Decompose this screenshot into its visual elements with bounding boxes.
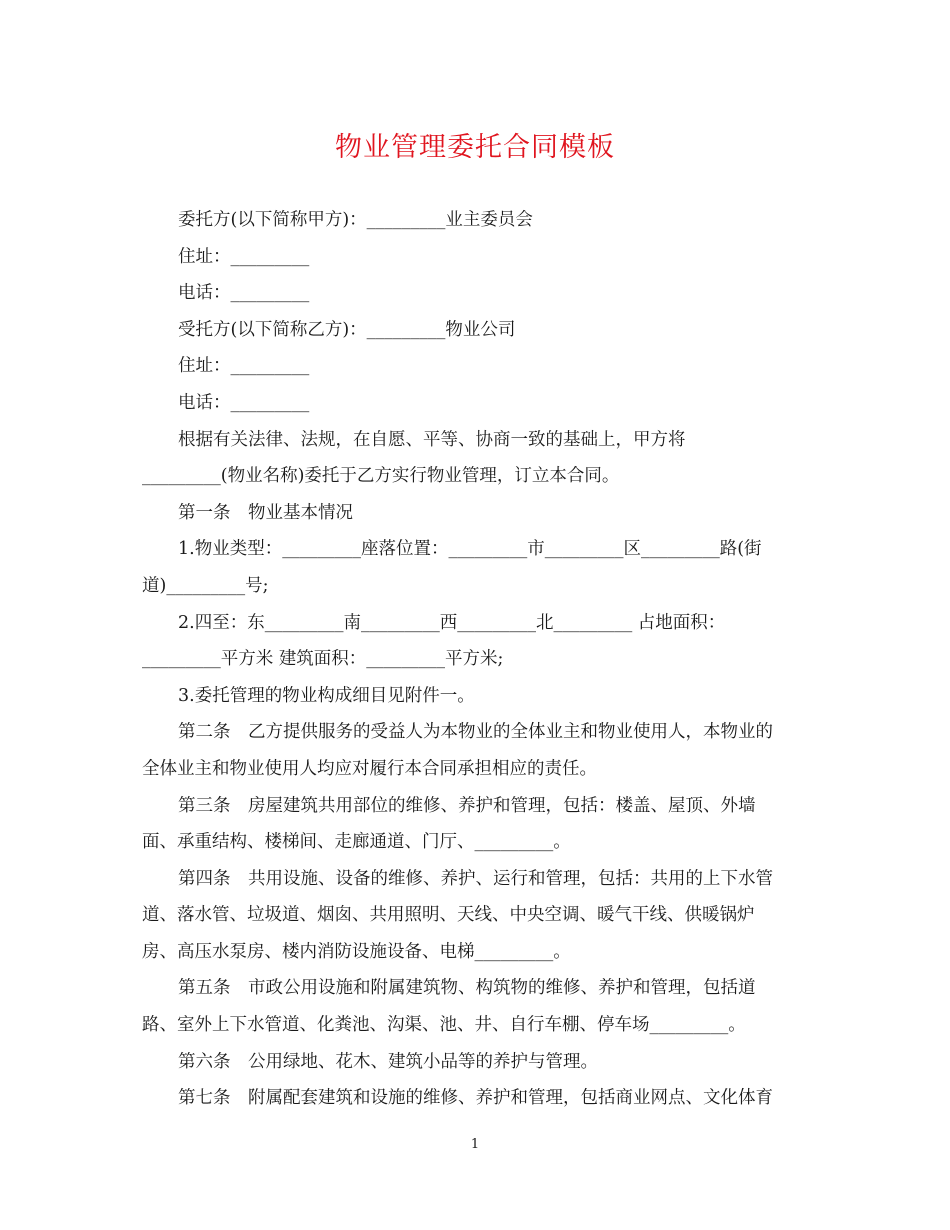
- paragraph-line: 第七条 附属配套建筑和设施的维修、养护和管理，包括商业网点、文化体育: [178, 1088, 773, 1109]
- paragraph-line: 住址：_________: [178, 356, 310, 377]
- paragraph-line: 根据有关法律、法规，在自愿、平等、协商一致的基础上，甲方将: [178, 429, 686, 450]
- paragraph-line: _________(物业名称)委托于乙方实行物业管理，订立本合同。: [142, 466, 620, 487]
- paragraph-line: 住址：_________: [178, 246, 310, 267]
- paragraph-line: 第二条 乙方提供服务的受益人为本物业的全体业主和物业使用人，本物业的: [178, 722, 773, 743]
- paragraph-line: 1.物业类型：_________座落位置：_________市_________区_________路(街: [178, 539, 762, 560]
- document-title: 物业管理委托合同模板: [335, 132, 615, 163]
- paragraph-line: 2.四至：东_________南_________西_________北_________ 占地面积：: [178, 612, 726, 633]
- paragraph-line: 全体业主和物业使用人均应对履行本合同承担相应的责任。: [142, 758, 597, 779]
- paragraph-line: 第三条 房屋建筑共用部位的维修、养护和管理，包括：楼盖、屋顶、外墙: [178, 795, 756, 816]
- paragraph-line: 委托方(以下简称甲方)：_________业主委员会: [178, 210, 533, 230]
- paragraph-line: 房、高压水泵房、楼内消防设施设备、电梯_________。: [142, 941, 571, 962]
- paragraph-line: 电话：_________: [178, 392, 310, 413]
- paragraph-line: 面、承重结构、楼梯间、走廊通道、门厅、_________。: [142, 832, 571, 853]
- paragraph-line: 道)_________号;: [142, 575, 269, 596]
- paragraph-line: 电话：_________: [178, 283, 310, 304]
- paragraph-line: 3.委托管理的物业构成细目见附件一。: [178, 685, 475, 706]
- page-number: 1: [470, 1137, 480, 1152]
- paragraph-line: 路、室外上下水管道、化粪池、沟渠、池、井、自行车棚、停车场_________。: [142, 1015, 746, 1036]
- paragraph-line: 受托方(以下简称乙方)：_________物业公司: [178, 319, 516, 340]
- paragraph-line: 第四条 共用设施、设备的维修、养护、运行和管理，包括：共用的上下水管: [178, 868, 773, 889]
- document-body: [142, 202, 812, 1117]
- paragraph-line: _________平方米 建筑面积：_________平方米;: [142, 649, 504, 670]
- paragraph-line: 第一条 物业基本情况: [178, 502, 353, 523]
- paragraph-line: 道、落水管、垃圾道、烟囱、共用照明、天线、中央空调、暖气干线、供暖锅炉: [142, 905, 755, 926]
- paragraph-line: 第六条 公用绿地、花木、建筑小品等的养护与管理。: [178, 1051, 598, 1072]
- paragraph-line: 第五条 市政公用设施和附属建筑物、构筑物的维修、养护和管理，包括道: [178, 978, 756, 999]
